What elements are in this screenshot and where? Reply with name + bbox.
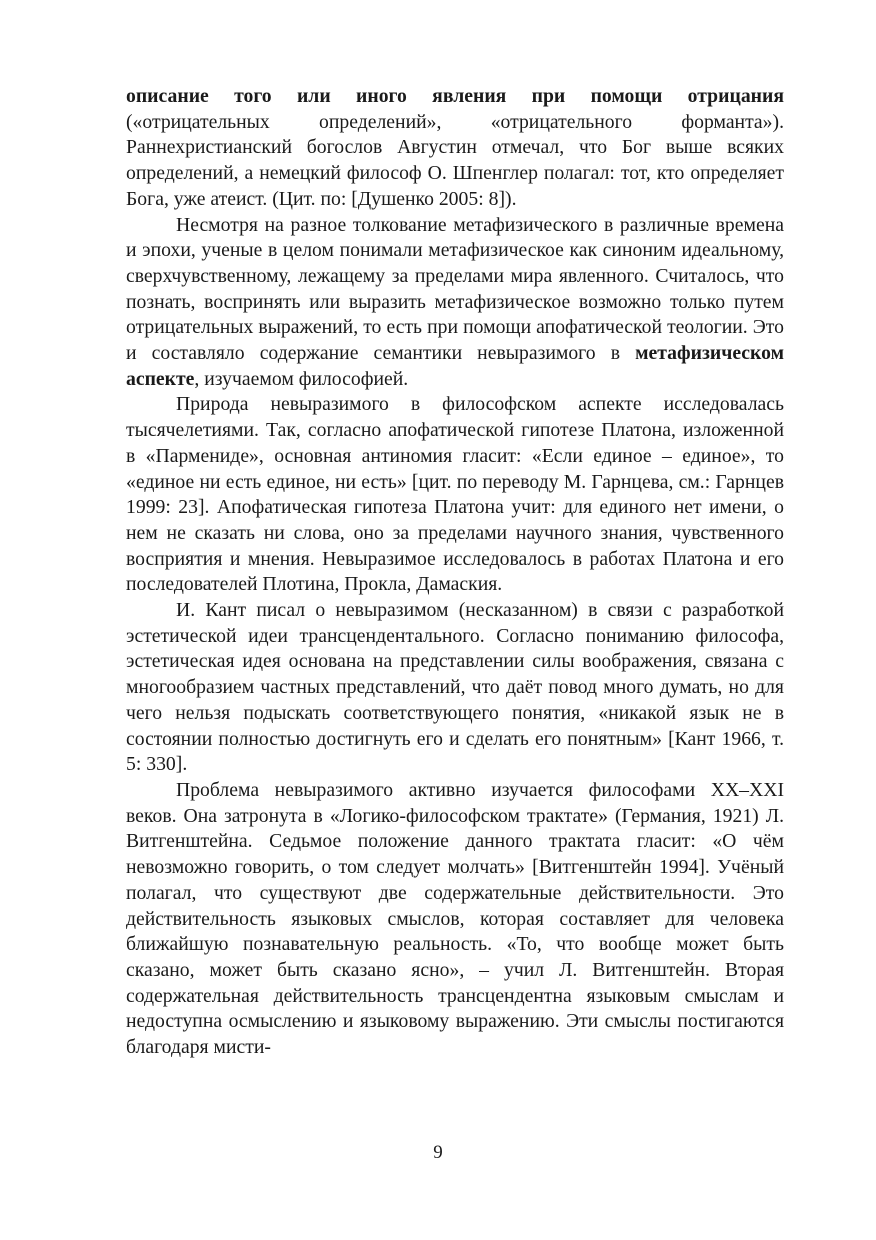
document-page: [126, 84, 784, 1124]
paragraph-3: Природа невыразимого в философском аспекте исследовалась тысячелетиями. Так, согласно апофатической гипотезе Платона, изложенной в «Пармениде», основная антиномия гласит: «Если единое – единое», то «единое ни есть единое, ни есть» [цит. по переводу М. Гарнцева, см.: Гарнцев 1999: 23]. Апофатическая гипотеза Платона учит: для единого нет имени, о нем не сказать ни слова, оно за пределами научного знания, чувственного восприятия и мнения. Невыразимое исследовалось в работах Платона и его последователей Плотина, Прокла, Дамаския.: [126, 393, 784, 596]
paragraph-1: [126, 84, 784, 213]
paragraph-5: Проблема невыразимого активно изучается философами XX–XXI веков. Она затронута в «Логико-философском трактате» (Германия, 1921) Л. Витгенштейна. Седьмое положение данного трактата гласит: «О чём невозможно говорить, о том следует молчать» [Витгенштейн 1994]. Учёный полагал, что существуют две содержательные действительности. Это действительность языковых смыслов, которая составляет для человека ближайшую познавательную реальность. «То, что вообще может быть сказано, может быть сказано ясно», – учил Л. Витгенштейн. Вторая содержательная действительность трансцендентна языковым смыслам и недоступна осмыслению и языковому выражению. Эти смыслы постигаются благодаря мисти-: [126, 778, 784, 1059]
paragraph-1-text: («отрицательных определений», «отрицательного форманта»). Раннехристианский богослов Августин отмечал, что Бог выше всяких определений, а немецкий философ О. Шпенглер полагал: тот, кто определяет Бога, уже атеист. (Цит. по: [Душенко 2005: 8]).: [126, 110, 784, 210]
bold-phrase-metaphysical: метафизическом аспекте: [126, 342, 784, 390]
body-text: [126, 84, 784, 1061]
page-number: 9: [433, 1142, 443, 1163]
paragraph-4: И. Кант писал о невыразимом (несказанном) в связи с разработкой эстетической идеи трансцендентального. Согласно пониманию философа, эстетическая идея основана на представлении силы воображения, связана с многообразием частных представлений, что даёт повод много думать, но для чего нельзя подыскать соответствующего понятия, «никакой язык не в состоянии полностью достигнуть его и сделать его понятным» [Кант 1966, т. 5: 330].: [126, 599, 784, 776]
bold-phrase-negation: описание того или иного явления при помощи отрицания: [126, 85, 784, 107]
paragraph-2: [126, 213, 784, 393]
paragraph-2-text-after: , изучаемом философией.: [194, 367, 409, 390]
paragraph-2-text-before: Несмотря на разное толкование метафизического в различные времена и эпохи, ученые в целом понимали метафизическое как синоним идеальному, сверхчувственному, лежащему за пределами мира явленного. Считалось, что познать, воспринять или выразить метафизическое возможно только путем отрицательных выражений, то есть при помощи апофатической теологии. Это и составляло содержание семантики невыразимого в: [126, 213, 784, 365]
